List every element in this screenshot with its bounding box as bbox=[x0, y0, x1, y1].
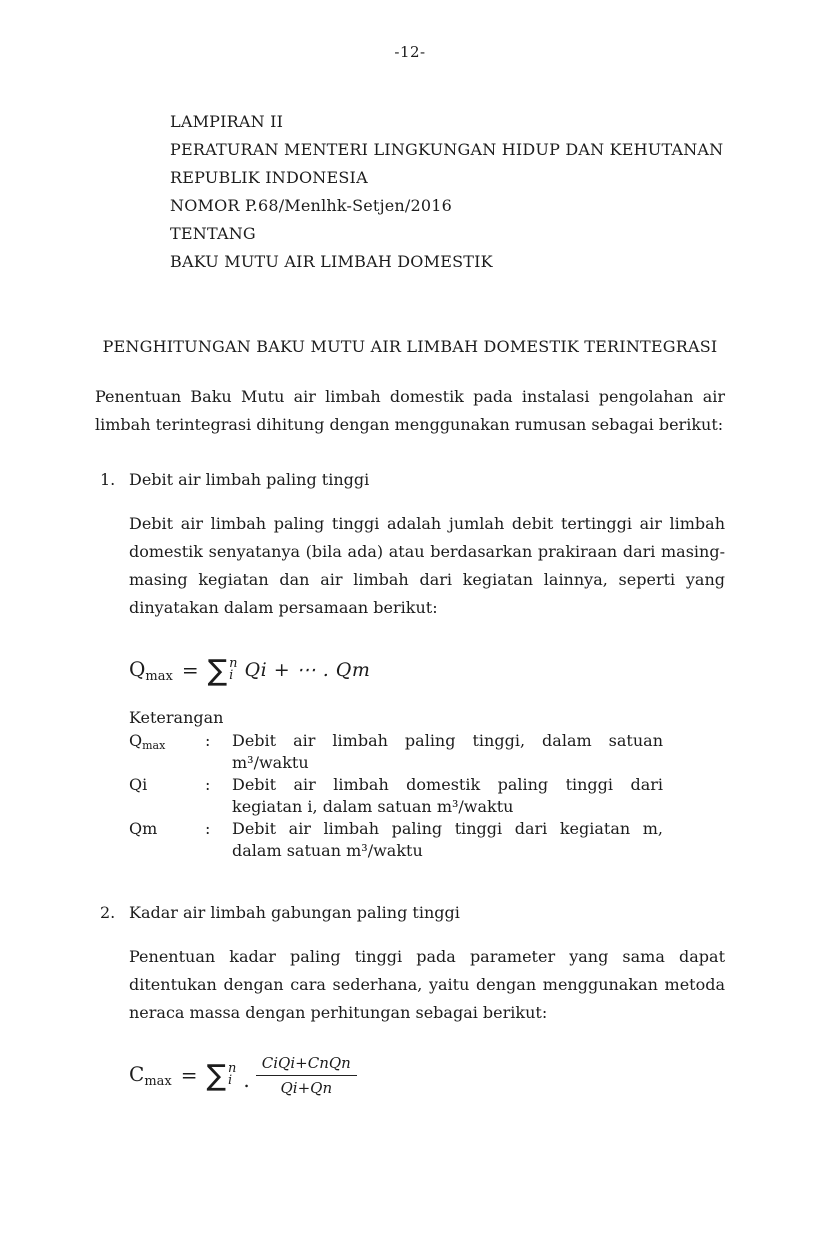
keterangan-row-qmax bbox=[129, 730, 663, 774]
fraction-denominator: Qi+Qn bbox=[280, 1078, 333, 1097]
sigma-symbol: ∑ bbox=[207, 652, 228, 687]
lampiran-line: PERATURAN MENTERI LINGKUNGAN HIDUP DAN KEHUTANAN bbox=[170, 140, 724, 159]
formula-qmax-lhs bbox=[129, 657, 173, 684]
formula-qmax-lhs-base: Q bbox=[129, 656, 146, 681]
multiplication-dot: . bbox=[243, 1068, 250, 1092]
sigma-limits bbox=[228, 1063, 236, 1087]
keterangan-label: Keterangan bbox=[129, 708, 224, 727]
keterangan-definition: Debit air limbah paling tinggi dari kegiatan m, dalam satuan m³/waktu bbox=[232, 819, 663, 860]
keterangan-row-qm bbox=[129, 818, 663, 862]
section-2-number: 2. bbox=[100, 903, 116, 922]
sigma-lower-limit: i bbox=[228, 1073, 233, 1088]
section-1-number: 1. bbox=[100, 470, 116, 489]
formula-cmax-lhs bbox=[129, 1062, 172, 1089]
document-title: PENGHITUNGAN BAKU MUTU AIR LIMBAH DOMESTIK TERINTEGRASI bbox=[102, 337, 718, 356]
lampiran-line: TENTANG bbox=[170, 224, 256, 243]
lampiran-block bbox=[170, 108, 725, 276]
lampiran-line: NOMOR P.68/Menlhk-Setjen/2016 bbox=[170, 196, 453, 215]
page-number: -12- bbox=[394, 43, 426, 61]
keterangan-term bbox=[129, 774, 205, 818]
keterangan-term-base: Qm bbox=[129, 819, 158, 838]
sigma-lower-limit: i bbox=[229, 668, 234, 683]
formula-qmax-rhs: Qi + ⋯ . Qm bbox=[244, 659, 371, 681]
lampiran-line: BAKU MUTU AIR LIMBAH DOMESTIK bbox=[170, 252, 493, 271]
section-1-heading: Debit air limbah paling tinggi bbox=[129, 470, 370, 489]
formula-cmax bbox=[129, 1045, 725, 1105]
equals-sign: = bbox=[180, 1063, 198, 1087]
sigma-symbol: ∑ bbox=[206, 1057, 227, 1092]
keterangan-colon: : bbox=[205, 819, 211, 838]
intro-paragraph: Penentuan Baku Mutu air limbah domestik pada instalasi pengolahan air limbah terintegrasi dihitung dengan menggunakan rumusan sebagai berikut: bbox=[95, 387, 725, 434]
section-1-heading-row bbox=[95, 466, 725, 494]
section-2-body: Penentuan kadar paling tinggi pada parameter yang sama dapat ditentukan dengan cara sederhana, yaitu dengan menggunakan metoda neraca massa dengan perhitungan sebagai berikut: bbox=[129, 947, 725, 1022]
keterangan-term-subscript: max bbox=[142, 739, 166, 752]
keterangan-colon: : bbox=[205, 775, 211, 794]
fraction-numerator: CiQi+CnQn bbox=[256, 1053, 357, 1076]
keterangan-term-base: Qi bbox=[129, 775, 148, 794]
section-2-heading: Kadar air limbah gabungan paling tinggi bbox=[129, 903, 460, 922]
equals-sign: = bbox=[181, 658, 199, 682]
section-1 bbox=[95, 466, 725, 862]
fraction bbox=[256, 1053, 357, 1098]
keterangan-term bbox=[129, 818, 205, 862]
sigma-upper-limit: n bbox=[228, 1061, 237, 1076]
keterangan-term-base: Q bbox=[129, 731, 143, 750]
keterangan-term bbox=[129, 730, 205, 774]
formula-cmax-lhs-subscript: max bbox=[144, 1073, 172, 1089]
keterangan-definition: Debit air limbah domestik paling tinggi dari kegiatan i, dalam satuan m³/waktu bbox=[232, 775, 663, 816]
keterangan-row-qi bbox=[129, 774, 663, 818]
formula-qmax-lhs-subscript: max bbox=[145, 668, 173, 684]
lampiran-line: REPUBLIK INDONESIA bbox=[170, 168, 368, 187]
section-2-heading-row bbox=[95, 899, 725, 927]
formula-cmax-lhs-base: C bbox=[129, 1061, 145, 1086]
formula-qmax bbox=[129, 646, 725, 694]
sigma-upper-limit: n bbox=[229, 656, 238, 671]
section-1-body: Debit air limbah paling tinggi adalah jumlah debit tertinggi air limbah domestik senyatanya (bila ada) atau berdasarkan prakiraan dari masing-masing kegiatan dan air limbah dari kegiatan lainnya, seperti yang dinyatakan dalam persamaan berikut: bbox=[129, 514, 725, 617]
section-2 bbox=[95, 899, 725, 1105]
sigma-limits bbox=[229, 658, 237, 682]
keterangan-definition: Debit air limbah paling tinggi, dalam satuan m³/waktu bbox=[232, 731, 663, 772]
keterangan-block bbox=[129, 707, 663, 862]
lampiran-line: LAMPIRAN II bbox=[170, 112, 284, 131]
keterangan-colon: : bbox=[205, 731, 211, 750]
